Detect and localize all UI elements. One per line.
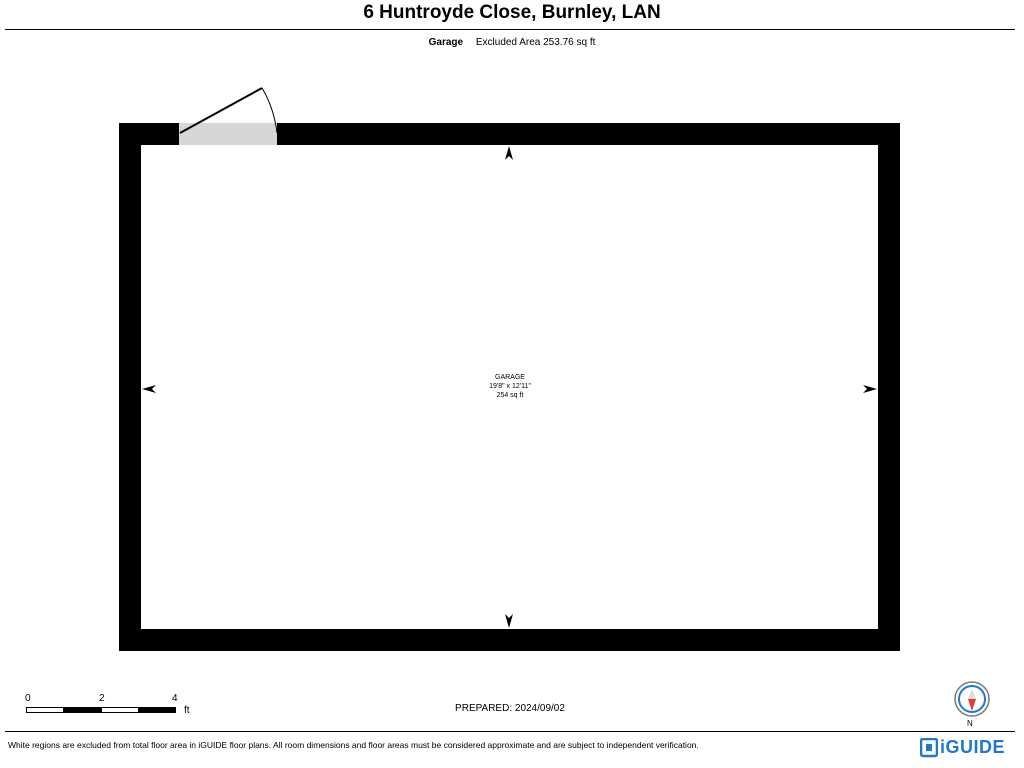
level-name: Garage (428, 37, 464, 48)
iguide-logo-icon (920, 738, 938, 758)
brand-name: iGUIDE (940, 737, 1006, 757)
brand-logo (920, 735, 1012, 761)
disclaimer-text: White regions are excluded from total floor area in iGUIDE floor plans. All room dimensions and floor areas must be considered approximate and are subject to independent verification. (8, 740, 699, 750)
scale-segment (138, 707, 176, 713)
level-area: Excluded Area 253.76 sq ft (475, 37, 596, 48)
room-label-garage (440, 373, 580, 400)
scale-unit: ft (184, 705, 190, 716)
compass-north-label: N (967, 719, 973, 728)
scale-segment (26, 707, 64, 713)
dimension-arrow-left (142, 385, 156, 393)
scale-bar (25, 693, 205, 723)
footer-divider (5, 731, 1015, 732)
scale-tick-2: 2 (99, 693, 105, 704)
scale-tick-4: 4 (172, 693, 178, 704)
room-area: 254 sq ft (496, 392, 524, 399)
scale-tick-0: 0 (25, 693, 31, 704)
dimension-arrow-right (863, 385, 877, 393)
dimension-arrow-top (505, 146, 513, 160)
scale-segment (101, 707, 139, 713)
page-title: 6 Huntroyde Close, Burnley, LAN (363, 2, 661, 23)
dimension-arrow-bottom (505, 614, 513, 628)
north-compass (953, 680, 991, 730)
scale-segment (63, 707, 101, 713)
room-name: GARAGE (495, 374, 525, 381)
room-dimensions: 19'8" x 12'11" (489, 383, 531, 390)
prepared-date: PREPARED: 2024/09/02 (455, 703, 565, 714)
